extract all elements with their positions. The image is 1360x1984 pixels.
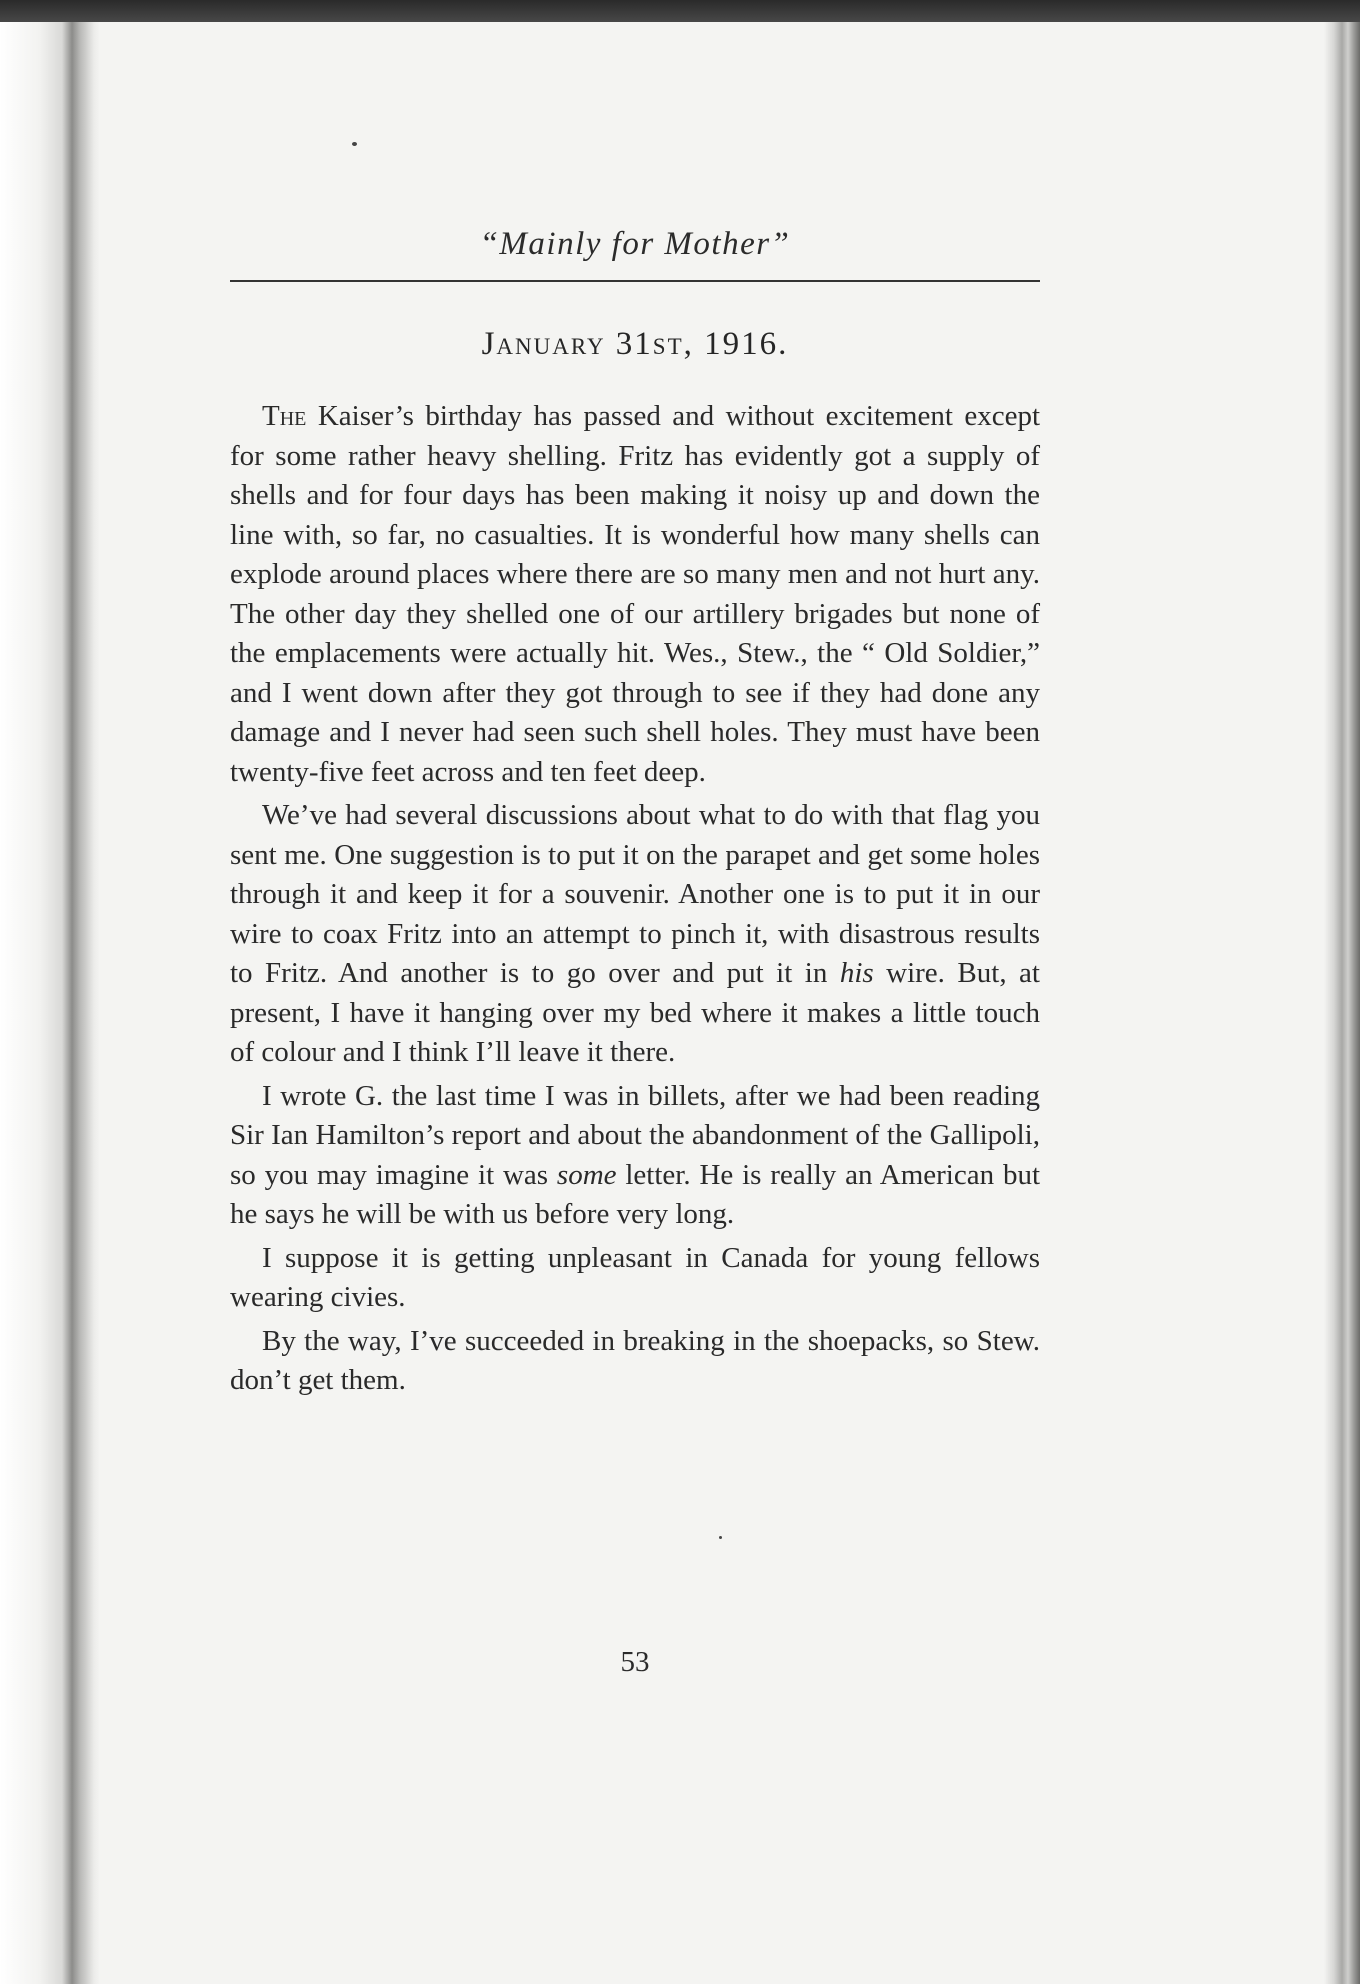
scan-top-border xyxy=(0,0,1360,24)
paragraph-text: wire. But, at present, I have it hanging over my bed where it makes a little touch of colour and I think I’ll leave it there. xyxy=(230,957,1040,1068)
paragraph-lead-word: The xyxy=(262,400,307,432)
header-rule xyxy=(230,280,1040,282)
print-speck xyxy=(719,1536,722,1539)
emphasized-word: some xyxy=(556,1158,617,1191)
paragraph-text: By the way, I’ve succeeded in breaking in the shoepacks, so Stew. don’t get them. xyxy=(230,1324,1040,1396)
page-edge-right xyxy=(1324,22,1360,1984)
letter-body xyxy=(230,397,1040,1405)
paragraph-5 xyxy=(230,1322,1040,1401)
paragraph-2 xyxy=(230,796,1040,1073)
paragraph-text: We’ve had several discussions about what to do with that flag you sent me. One suggestion is to put it on the parapet and get some holes through it and keep it for a souvenir. Another one is to put it in our wire to coax Fritz into an attempt to pinch it, with disastrous results to Fritz. And another is to go over and put it in xyxy=(230,799,1040,989)
paragraph-3 xyxy=(230,1077,1040,1235)
paragraph-text: I wrote G. the last time I was in billets, after we had been reading Sir Ian Hamilton’s report and about the abandonment of the Gallipoli, so you may imagine it was xyxy=(230,1079,1040,1191)
emphasized-word: his xyxy=(839,957,874,989)
paragraph-1 xyxy=(230,397,1040,792)
paragraph-text: letter. He is really an American but he says he will be with us before very long. xyxy=(230,1158,1040,1230)
page-number: 53 xyxy=(620,1646,650,1678)
paragraph-text: I suppose it is getting unpleasant in Canada for young fellows wearing civies. xyxy=(230,1241,1040,1313)
letter-date-heading: January 31st, 1916. xyxy=(481,326,789,362)
paragraph-text: Kaiser’s birthday has passed and without excitement except for some rather heavy shelling. Fritz has evidently got a supply of shells and for four days has been making it noisy up and down the line with, so far, no casualties. It is wonderful how many shells can explode around places where there are so many men and not hurt any. The other day they shelled one of our artillery brigades but none of the emplacements were actually hit. Wes., Stew., the “ Old Soldier,” and I went down after they got through to see if they had done any damage and I never had seen such shell holes. They must have been twenty-five feet across and ten feet deep. xyxy=(230,400,1040,788)
book-binding-gutter xyxy=(0,22,100,1984)
paragraph-4 xyxy=(230,1239,1040,1318)
running-head: “Mainly for Mother” xyxy=(479,226,791,262)
print-speck xyxy=(352,142,357,146)
